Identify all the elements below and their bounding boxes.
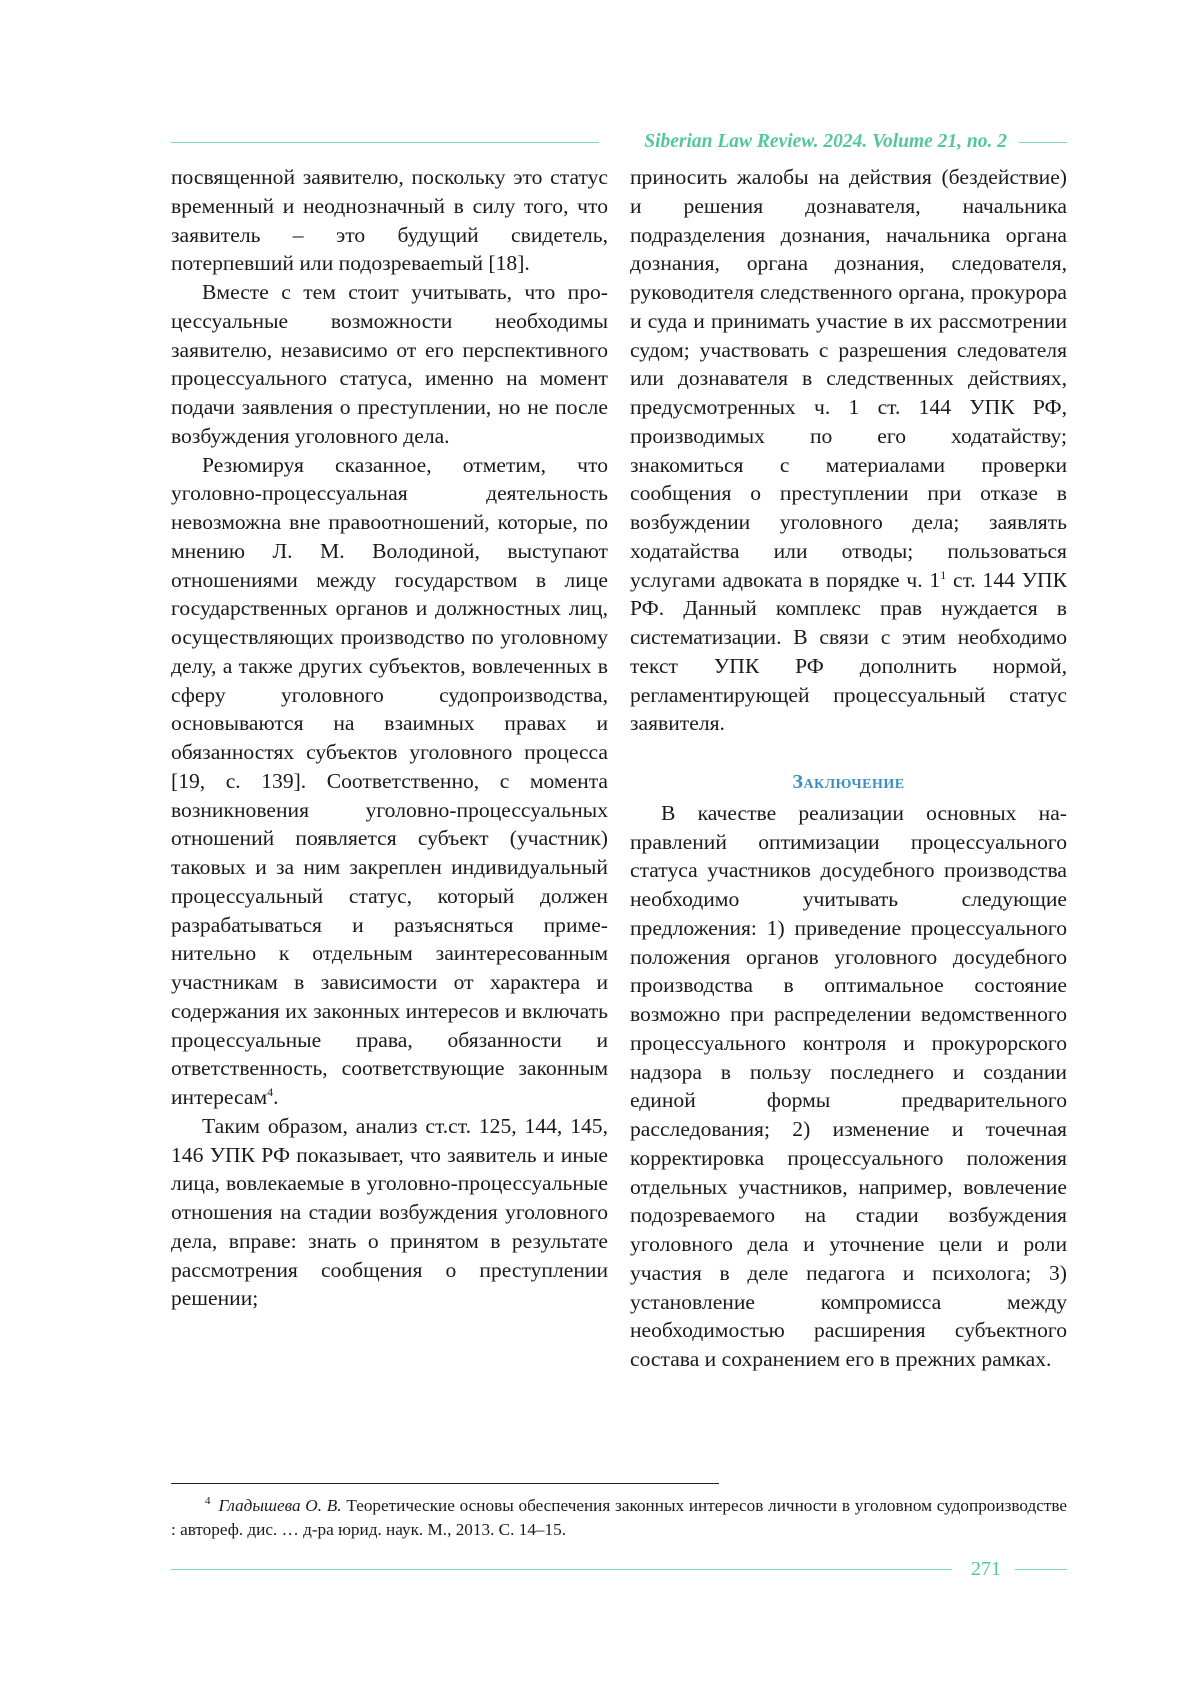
- paragraph: В качестве реализации основных направлений оптимизации процессуального статуса участников досудебного производства необходимо учитывать следующие предложения: 1) приведение процессуального положения органов уголовного досудебного производства в оптимальное состояние возможно при распределении ведомственного процессуального контроля и прокурорского надзора в пользу последнего и создании единой формы предварительного расследования; 2) изменение и точечная корректировка процессуального положения отдельных участников, например, вовлечение подозреваемого на стадии возбуждения уголовного дела и уточнение цели и роли участия в деле педагога и психолога; 3) установление компромисса между необходимостью расширения субъектного состава и сохранением его в прежних рамках.: [630, 800, 1067, 1371]
- paragraph: Вместе с тем стоит учитывать, что процессуальные возможности необходимы заявителю, независимо от его перспективного процессуального статуса, именно на момент подачи заявления о преступлении, но не после возбуждения уголовного дела.: [171, 280, 608, 448]
- page-footer: [171, 1555, 1067, 1585]
- section-heading: Заключение: [792, 771, 905, 793]
- left-column: [171, 163, 608, 1313]
- running-header: [171, 128, 1067, 158]
- footnote-text: Теоретические основы обеспечения законных интересов личности в уголовном судопроизводстве : автореф. дис. … д-ра юрид. наук. М., 2013. С. 14–15.: [171, 1496, 1068, 1539]
- superscript: 1: [940, 567, 947, 582]
- paragraph-text: приносить жалобы на действия (бездействие) и решения дознавателя, начальника подразделения дознания, начальника органа дознания, органа дознания, следователя, руководителя следственного органа, прокурора и суда и принимать участие в их рассмотрении судом; участвовать с разрешения следователя или дознавателя в следственных действиях, предусмотренных ч. 1 ст. 144 УПК РФ, производимых по его ходатайству; знакомиться с материалами проверки сообщения о преступлении при отказе в возбуждении уголовного дела; заявлять ходатайства или отводы; пользоваться услугами адвоката в порядке ч. 1: [630, 165, 1067, 592]
- footer-rule-left: [171, 1569, 952, 1570]
- paragraph: Таким образом, анализ ст.ст. 125, 144, 145, 146 УПК РФ показывает, что заявитель и иные лица, вовлекаемые в уголовно-процессуальные отношения на стадии возбуждения уголовного дела, вправе: знать о принятом в результате рассмотрения сообщения о преступлении решении;: [171, 1113, 608, 1311]
- footer-rule-right: [1015, 1569, 1067, 1570]
- right-column: [630, 163, 1067, 1374]
- footnote-author: Гладышева О. В.: [218, 1496, 342, 1515]
- paragraph-text: Резюмируя сказанное, отметим, что уголовно-процессуальная деятельность невозможна вне правоотношений, которые, по мнению Л. М. Володиной, выступают отношениями между государством в лице государственных органов и должностных лиц, осуществляющих производство по уголовному делу, а также других субъектов, вовлеченных в сферу уголовного судопроизводства, основываются на взаимных правах и обязанностях субъектов уголовного процесса [19, с. 139]. Соответственно, с момента возникновения уголовно-процессуальных отношений появляется субъект (участник) таковых и за ним закреплен индивидуальный процессуальный статус, который должен разрабатываться и разъясняться применительно к отдельным заинтересованным участникам в зависимости от характера и содержания их законных интересов и включать процессуальные права, обязанности и ответственность, соответствующие законным интересам: [171, 452, 608, 1109]
- footnote-rule: [171, 1483, 719, 1484]
- paragraph-text-end: ст. 144 УПК РФ. Данный комплекс прав нуждается в систематизации. В связи с этим необходимо текст УПК РФ дополнить нормой, регламентирующей процессуальный статус заявителя.: [630, 567, 1067, 736]
- header-rule-right: [1019, 142, 1067, 143]
- footnote: [171, 1494, 1067, 1541]
- footnote-reference: 4: [267, 1084, 274, 1099]
- journal-title: Siberian Law Review. 2024. Volume 21, no. 2: [644, 131, 1007, 152]
- page-number: 271: [971, 1558, 1001, 1580]
- header-rule-left: [171, 142, 599, 143]
- paragraph-continuation: посвященной заявителю, поскольку это статус временный и неоднозначный в силу того, что заявитель – это будущий свидетель, потерпевший или подозреваеmый [18].: [171, 165, 608, 276]
- footnote-mark: 4: [205, 1495, 211, 1508]
- paragraph-continuation: [630, 163, 1067, 738]
- paragraph-end: .: [273, 1085, 279, 1109]
- paragraph: [171, 451, 608, 1112]
